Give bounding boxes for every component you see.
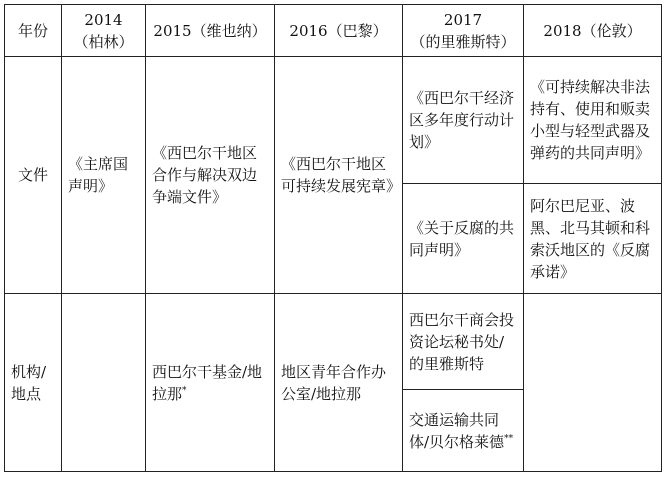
doc-2014: 《主席国声明》 [62, 57, 146, 294]
header-year-2014-line1: 2014 [84, 10, 123, 29]
header-year-2015: 2015（维也纳） [146, 5, 275, 57]
documents-row-a [5, 57, 662, 184]
doc-2015: 《西巴尔干地区合作与解决双边争端文件》 [146, 57, 275, 294]
doc-2016: 《西巴尔干地区可持续发展宪章》 [275, 57, 403, 294]
header-year-2017 [403, 5, 524, 57]
inst-2017-a: 西巴尔干商会投资论坛秘书处/的里雅斯特 [403, 294, 524, 390]
doc-2017-a: 《西巴尔干经济区多年度行动计划》 [403, 57, 524, 184]
header-row [5, 5, 662, 57]
header-col-label: 年份 [5, 5, 62, 57]
inst-2017-b-text: 交通运输共同体/贝尔格莱德 [409, 410, 505, 451]
inst-2014 [62, 294, 146, 472]
doc-2018-a: 《可持续解决非法持有、使用和贩卖小型与轻型武器及弹药的共同声明》 [524, 57, 662, 184]
header-year-2017-line2: （的里雅斯特） [410, 32, 516, 51]
inst-2016: 地区青年合作办公室/地拉那 [275, 294, 403, 472]
header-year-2018: 2018（伦敦） [524, 5, 662, 57]
institutions-row-a [5, 294, 662, 390]
summit-outcomes-table [4, 4, 662, 472]
inst-2015 [146, 294, 275, 472]
inst-2018 [524, 294, 662, 472]
doc-2018-b: 阿尔巴尼亚、波黑、北马其顿和科索沃地区的《反腐承诺》 [524, 184, 662, 294]
inst-2015-text: 西巴尔干基金/地拉那 [152, 362, 263, 403]
row-label-documents: 文件 [5, 57, 62, 294]
inst-2015-footnote-mark: * [182, 385, 187, 396]
row-label-institutions: 机构/地点 [5, 294, 62, 472]
inst-2017-b-footnote-mark: ** [504, 433, 514, 444]
header-year-2014-line2: （柏林） [73, 32, 134, 51]
header-year-2014 [62, 5, 146, 57]
inst-2017-b [403, 390, 524, 472]
header-year-2016: 2016（巴黎） [275, 5, 403, 57]
doc-2017-b: 《关于反腐的共同声明》 [403, 184, 524, 294]
header-year-2017-line1: 2017 [443, 10, 483, 29]
